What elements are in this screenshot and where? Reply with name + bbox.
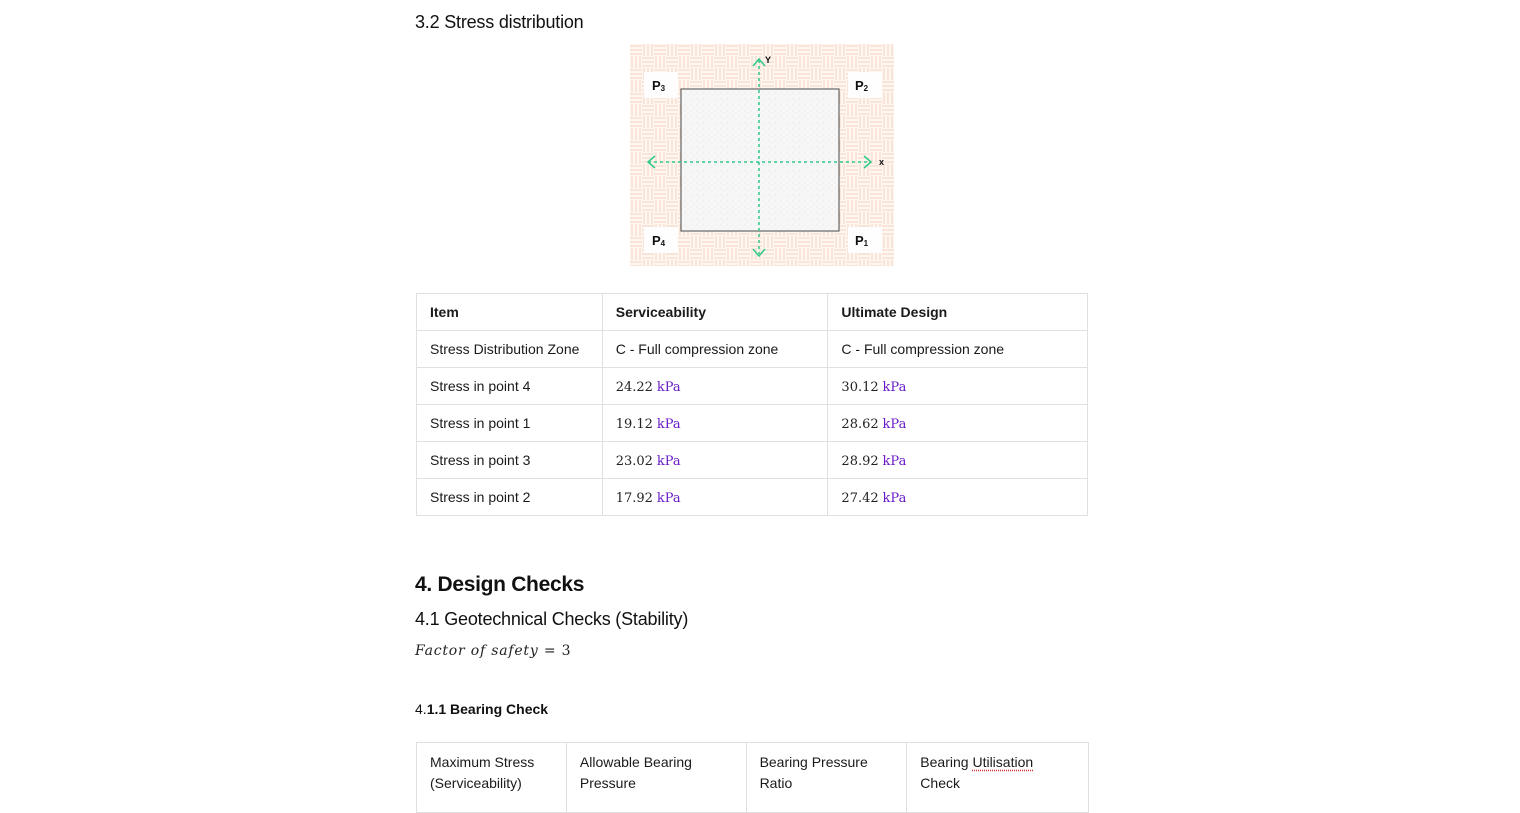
row-label: Stress Distribution Zone (417, 331, 603, 368)
table-header-row (417, 294, 1088, 331)
stress-distribution-table (416, 293, 1088, 516)
stress-unit: kPa (882, 490, 907, 506)
svg-text:P4: P4 (652, 233, 666, 248)
sls-value (602, 405, 828, 442)
header-line: Allowable Bearing (579, 754, 692, 770)
row-label: Stress in point 1 (417, 405, 603, 442)
stress-unit: kPa (656, 416, 681, 432)
stress-distribution-diagram (630, 44, 894, 266)
svg-text:P2: P2 (855, 78, 869, 93)
column-header-bearing-ratio (746, 743, 907, 813)
stress-unit: kPa (882, 416, 907, 432)
factor-of-safety-formula (415, 643, 571, 659)
header-line: Pressure (579, 775, 636, 791)
stress-number: 30.12 (841, 379, 879, 395)
formula-lhs: Factor of safety (415, 643, 539, 659)
stress-unit: kPa (656, 490, 681, 506)
stress-number: 27.42 (841, 490, 879, 506)
table-row (417, 442, 1088, 479)
stress-number: 24.22 (615, 379, 653, 395)
table-row (417, 331, 1088, 368)
stress-number: 17.92 (615, 490, 653, 506)
title-lead: 4. (415, 701, 427, 717)
sls-value (602, 442, 828, 479)
section-title-geotechnical-checks: 4.1 Geotechnical Checks (Stability) (415, 609, 689, 629)
row-label: Stress in point 4 (417, 368, 603, 405)
svg-text:Y: Y (765, 55, 772, 65)
header-line: Bearing Pressure (759, 754, 868, 770)
stress-number: 28.62 (841, 416, 879, 432)
footing-outline (681, 89, 839, 231)
column-header-item: Item (417, 294, 603, 331)
uls-value (828, 405, 1088, 442)
stress-unit: kPa (656, 379, 681, 395)
stress-unit: kPa (882, 453, 907, 469)
uls-value (828, 442, 1088, 479)
column-header-allowable-bearing (566, 743, 746, 813)
sls-value (602, 368, 828, 405)
title-rest: 1.1 Bearing Check (426, 701, 549, 717)
header-line: (Serviceability) (430, 775, 522, 791)
header-line: Check (920, 775, 960, 791)
svg-text:x: x (879, 157, 885, 167)
row-label: Stress in point 3 (417, 442, 603, 479)
table-row (417, 405, 1088, 442)
table-header-row (417, 743, 1089, 813)
table-row (417, 479, 1088, 516)
formula-equals: = (543, 643, 557, 659)
sls-value (602, 479, 828, 516)
uls-value: C - Full compression zone (828, 331, 1088, 368)
formula-rhs: 3 (561, 643, 572, 659)
section-title-stress-distribution: 3.2 Stress distribution (415, 12, 584, 32)
svg-text:P3: P3 (652, 78, 666, 93)
column-header-utilisation-check (907, 743, 1089, 813)
column-header-ultimate-design: Ultimate Design (828, 294, 1088, 331)
section-title-bearing-check (415, 701, 548, 717)
header-line: Maximum Stress (430, 754, 535, 770)
stress-unit: kPa (882, 379, 907, 395)
section-title-design-checks: 4. Design Checks (415, 573, 585, 596)
uls-value (828, 368, 1088, 405)
sls-value: C - Full compression zone (602, 331, 828, 368)
header-line: Bearing (920, 754, 973, 770)
stress-unit: kPa (656, 453, 681, 469)
table-row (417, 368, 1088, 405)
column-header-max-stress (417, 743, 567, 813)
column-header-serviceability: Serviceability (602, 294, 828, 331)
stress-number: 23.02 (615, 453, 653, 469)
stress-number: 19.12 (615, 416, 653, 432)
row-label: Stress in point 2 (417, 479, 603, 516)
bearing-check-table (416, 742, 1089, 813)
svg-text:P1: P1 (855, 233, 869, 248)
stress-number: 28.92 (841, 453, 879, 469)
header-line: Ratio (759, 775, 793, 791)
uls-value (828, 479, 1088, 516)
spellcheck-word[interactable]: Utilisation (972, 754, 1034, 770)
